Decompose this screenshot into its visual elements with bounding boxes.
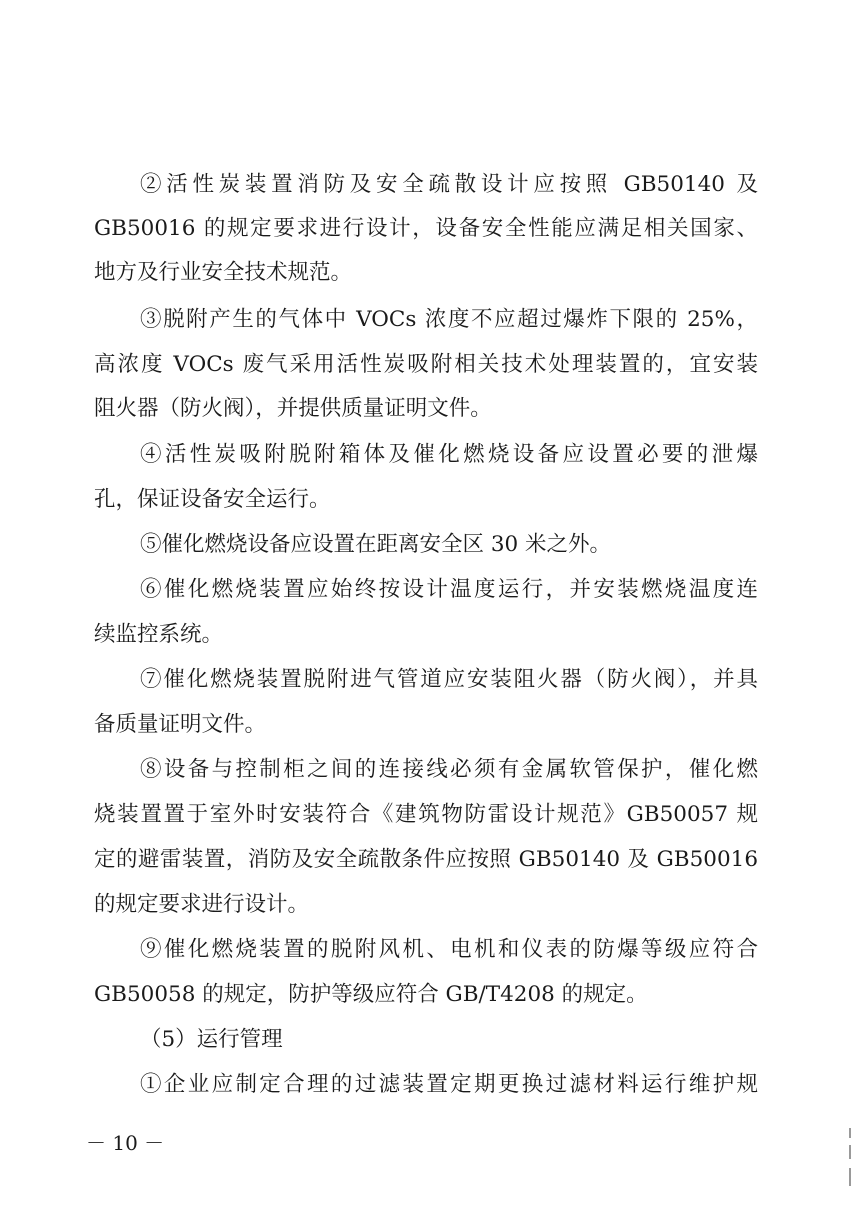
scan-edge-mark: [849, 1128, 851, 1138]
paragraph-line: ⑦催化燃烧装置脱附进气管道应安装阻火器（防火阀），并具: [140, 667, 758, 692]
section-heading: （5）运行管理: [140, 1027, 283, 1052]
paragraph-line: ⑤催化燃烧设备应设置在距离安全区 30 米之外。: [140, 532, 612, 557]
page-number: － 10 －: [86, 1131, 165, 1155]
paragraph-line: ④活性炭吸附脱附箱体及催化燃烧设备应设置必要的泄爆: [140, 442, 758, 467]
paragraph-line: ⑨催化燃烧装置的脱附风机、电机和仪表的防爆等级应符合: [140, 937, 758, 962]
paragraph-line: ②活性炭装置消防及安全疏散设计应按照 GB50140 及: [140, 172, 758, 197]
paragraph-line: 孔，保证设备安全运行。: [94, 487, 331, 512]
paragraph-line: ③脱附产生的气体中 VOCs 浓度不应超过爆炸下限的 25%，: [140, 307, 758, 332]
scan-edge-mark: [849, 1145, 851, 1159]
scan-edge-mark: [849, 1168, 851, 1186]
paragraph-line: ①企业应制定合理的过滤装置定期更换过滤材料运行维护规: [140, 1072, 758, 1097]
paragraph-line: 高浓度 VOCs 废气采用活性炭吸附相关技术处理装置的，宜安装: [94, 352, 758, 377]
paragraph-line: 续监控系统。: [94, 622, 224, 647]
paragraph-line: 的规定要求进行设计。: [94, 892, 310, 917]
paragraph-line: 地方及行业安全技术规范。: [94, 260, 353, 285]
paragraph-line: 备质量证明文件。: [94, 712, 267, 737]
paragraph-line: GB50016 的规定要求进行设计，设备安全性能应满足相关国家、: [94, 216, 758, 241]
paragraph-line: ⑧设备与控制柜之间的连接线必须有金属软管保护，催化燃: [140, 757, 758, 782]
paragraph-line: ⑥催化燃烧装置应始终按设计温度运行，并安装燃烧温度连: [140, 577, 758, 602]
paragraph-line: 定的避雷装置，消防及安全疏散条件应按照 GB50140 及 GB50016: [94, 847, 758, 872]
paragraph-line: GB50058 的规定，防护等级应符合 GB/T4208 的规定。: [94, 982, 648, 1007]
paragraph-line: 烧装置置于室外时安装符合《建筑物防雷设计规范》GB50057 规: [94, 802, 758, 827]
paragraph-line: 阻火器（防火阀），并提供质量证明文件。: [94, 396, 492, 421]
